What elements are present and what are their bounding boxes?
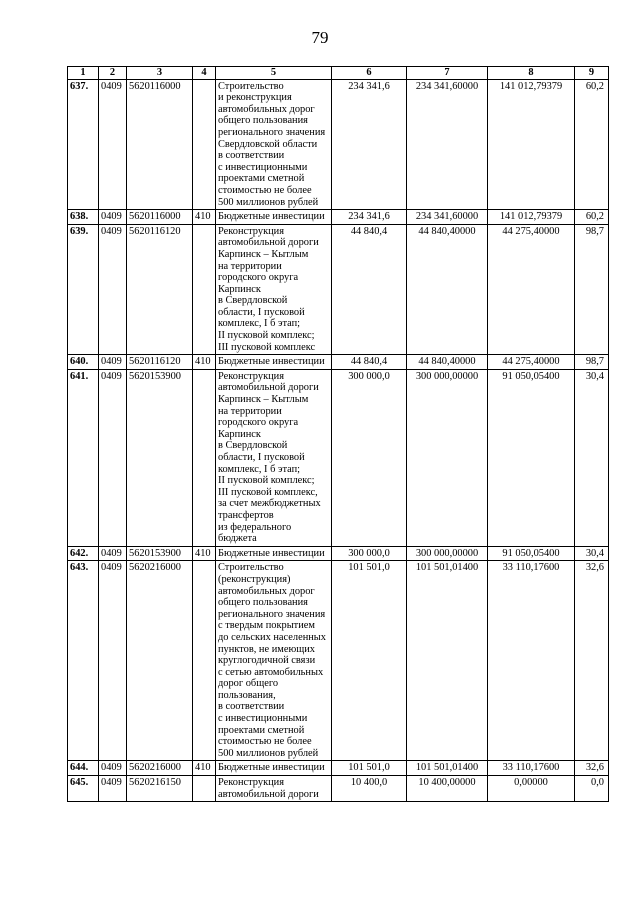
expense-type-cell: 410	[193, 210, 216, 225]
row-number-cell: 640.	[68, 355, 99, 370]
table-row	[68, 761, 609, 776]
target-article-cell: 5620216150	[127, 776, 193, 802]
table-row	[68, 355, 609, 370]
refined-amount-cell: 101 501,01400	[407, 761, 488, 776]
row-number-cell: 641.	[68, 369, 99, 546]
approved-amount-cell: 300 000,0	[332, 369, 407, 546]
row-number-cell: 644.	[68, 761, 99, 776]
expense-type-cell: 410	[193, 761, 216, 776]
table-row	[68, 210, 609, 225]
executed-amount-cell: 33 110,17600	[488, 561, 575, 761]
executed-amount-cell: 91 050,05400	[488, 546, 575, 561]
approved-amount-cell: 300 000,0	[332, 546, 407, 561]
refined-amount-cell: 234 341,60000	[407, 79, 488, 210]
target-article-cell: 5620153900	[127, 546, 193, 561]
target-article-cell: 5620216000	[127, 561, 193, 761]
approved-amount-cell: 101 501,0	[332, 761, 407, 776]
refined-amount-cell: 44 840,40000	[407, 355, 488, 370]
target-article-cell: 5620116120	[127, 355, 193, 370]
header-cell: 8	[488, 67, 575, 80]
header-cell: 1	[68, 67, 99, 80]
percent-cell: 30,4	[575, 369, 609, 546]
target-article-cell: 5620116120	[127, 224, 193, 355]
section-code-cell: 0409	[99, 355, 127, 370]
section-code-cell: 0409	[99, 224, 127, 355]
section-code-cell: 0409	[99, 761, 127, 776]
target-article-cell: 5620116000	[127, 210, 193, 225]
section-code-cell: 0409	[99, 776, 127, 802]
item-name-cell: Строительство (реконструкция) автомобильных дорог общего пользования регионального значения с твердым покрытием до сельских населенных пунктов, не имеющих круглогодичной связи с сетью автомобильных дорог общего пользования, в соответствии с инвестиционными проектами сметной стоимостью не более 500 миллионов рублей	[216, 561, 332, 761]
row-number-cell: 643.	[68, 561, 99, 761]
header-cell: 2	[99, 67, 127, 80]
refined-amount-cell: 300 000,00000	[407, 369, 488, 546]
table-row	[68, 369, 609, 546]
approved-amount-cell: 44 840,4	[332, 355, 407, 370]
header-cell: 9	[575, 67, 609, 80]
row-number-cell: 645.	[68, 776, 99, 802]
page-number: 79	[311, 28, 329, 47]
percent-cell: 98,7	[575, 355, 609, 370]
header-cell: 7	[407, 67, 488, 80]
approved-amount-cell: 10 400,0	[332, 776, 407, 802]
item-name-cell: Бюджетные инвестиции	[216, 761, 332, 776]
percent-cell: 98,7	[575, 224, 609, 355]
approved-amount-cell: 234 341,6	[332, 79, 407, 210]
expense-type-cell	[193, 224, 216, 355]
expense-type-cell	[193, 561, 216, 761]
executed-amount-cell: 91 050,05400	[488, 369, 575, 546]
row-number-cell: 639.	[68, 224, 99, 355]
section-code-cell: 0409	[99, 546, 127, 561]
section-code-cell: 0409	[99, 79, 127, 210]
approved-amount-cell: 44 840,4	[332, 224, 407, 355]
percent-cell: 32,6	[575, 561, 609, 761]
section-code-cell: 0409	[99, 369, 127, 546]
section-code-cell: 0409	[99, 210, 127, 225]
refined-amount-cell: 234 341,60000	[407, 210, 488, 225]
header-row	[68, 67, 609, 80]
expense-type-cell: 410	[193, 355, 216, 370]
executed-amount-cell: 141 012,79379	[488, 79, 575, 210]
percent-cell: 60,2	[575, 79, 609, 210]
budget-table	[67, 66, 609, 802]
percent-cell: 0,0	[575, 776, 609, 802]
row-number-cell: 638.	[68, 210, 99, 225]
item-name-cell: Реконструкция автомобильной дороги Карпинск – Кытлым на территории городского округа Карпинск в Свердловской области, I пусковой комплекс, I б этап; II пусковой комплекс; III пусковой комплекс, за счет межбюджетных трансфертов из федерального бюджета	[216, 369, 332, 546]
item-name-cell: Бюджетные инвестиции	[216, 546, 332, 561]
item-name-cell: Реконструкция автомобильной дороги Карпинск – Кытлым на территории городского округа Карпинск в Свердловской области, I пусковой комплекс, I б этап; II пусковой комплекс; III пусковой комплекс	[216, 224, 332, 355]
percent-cell: 60,2	[575, 210, 609, 225]
table-row	[68, 224, 609, 355]
item-name-cell: Реконструкция автомобильной дороги	[216, 776, 332, 802]
item-name-cell: Строительство и реконструкция автомобильных дорог общего пользования регионального значения Свердловской области в соответствии с инвестиционными проектами сметной стоимостью не более 500 миллионов рублей	[216, 79, 332, 210]
approved-amount-cell: 101 501,0	[332, 561, 407, 761]
header-cell: 3	[127, 67, 193, 80]
target-article-cell: 5620116000	[127, 79, 193, 210]
executed-amount-cell: 44 275,40000	[488, 224, 575, 355]
expense-type-cell	[193, 776, 216, 802]
header-cell: 4	[193, 67, 216, 80]
percent-cell: 30,4	[575, 546, 609, 561]
row-number-cell: 642.	[68, 546, 99, 561]
executed-amount-cell: 44 275,40000	[488, 355, 575, 370]
row-number-cell: 637.	[68, 79, 99, 210]
refined-amount-cell: 10 400,00000	[407, 776, 488, 802]
target-article-cell: 5620216000	[127, 761, 193, 776]
item-name-cell: Бюджетные инвестиции	[216, 355, 332, 370]
table-row	[68, 79, 609, 210]
executed-amount-cell: 141 012,79379	[488, 210, 575, 225]
table-row	[68, 776, 609, 802]
executed-amount-cell: 0,00000	[488, 776, 575, 802]
header-cell: 5	[216, 67, 332, 80]
item-name-cell: Бюджетные инвестиции	[216, 210, 332, 225]
refined-amount-cell: 44 840,40000	[407, 224, 488, 355]
percent-cell: 32,6	[575, 761, 609, 776]
approved-amount-cell: 234 341,6	[332, 210, 407, 225]
refined-amount-cell: 300 000,00000	[407, 546, 488, 561]
header-cell: 6	[332, 67, 407, 80]
expense-type-cell: 410	[193, 546, 216, 561]
expense-type-cell	[193, 79, 216, 210]
table-row	[68, 561, 609, 761]
target-article-cell: 5620153900	[127, 369, 193, 546]
refined-amount-cell: 101 501,01400	[407, 561, 488, 761]
expense-type-cell	[193, 369, 216, 546]
executed-amount-cell: 33 110,17600	[488, 761, 575, 776]
table-row	[68, 546, 609, 561]
section-code-cell: 0409	[99, 561, 127, 761]
